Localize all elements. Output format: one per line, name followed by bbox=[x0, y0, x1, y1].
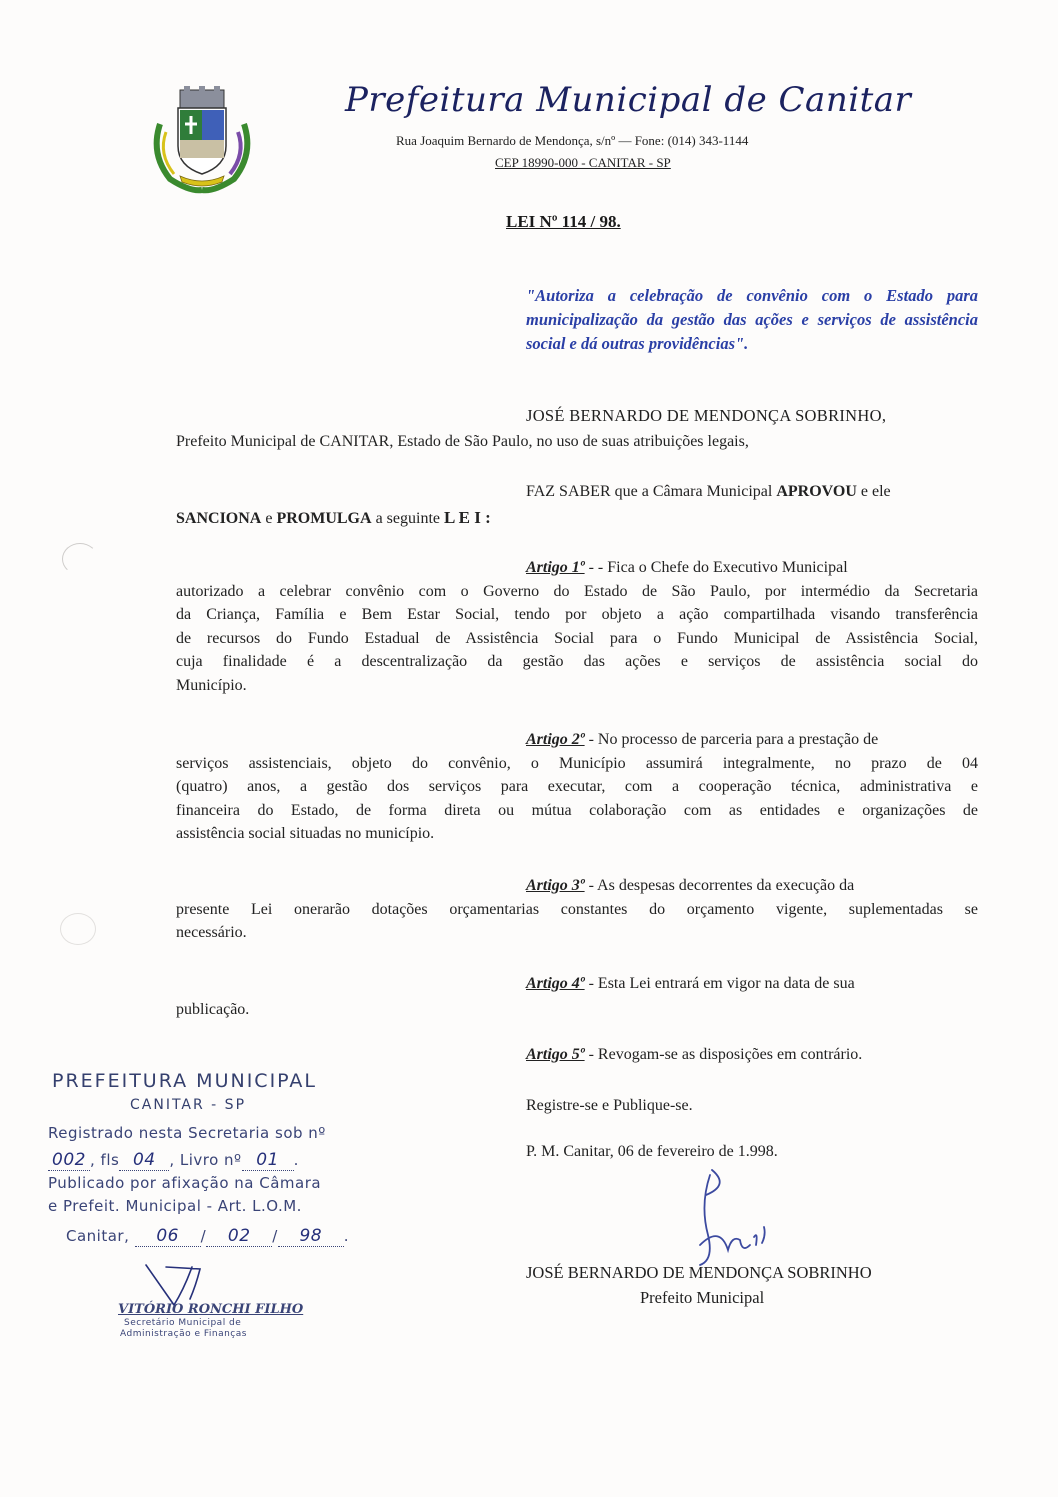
article-3-line-3: necessário. bbox=[176, 924, 247, 941]
stamp-fls-value: 04 bbox=[119, 1150, 169, 1171]
stamp-numbers-line: 002 , fls 04 , Livro nº 01 . bbox=[48, 1150, 299, 1171]
article-1-line-3: da Criança, Família e Bem Estar Social, tendo por objeto a ação compartilhada visando transferência bbox=[176, 606, 978, 623]
stamp-reg-number: 002 bbox=[48, 1150, 90, 1171]
signer-title: Prefeito Municipal bbox=[640, 1288, 765, 1307]
article-3-label: Artigo 3º bbox=[526, 877, 585, 894]
mayor-intro-continuation: Prefeito Municipal de CANITAR, Estado de São Paulo, no uso de suas atribuições legais, bbox=[176, 433, 749, 450]
article-2-line-5: assistência social situadas no município. bbox=[176, 825, 435, 842]
stamp-date-day: 06 bbox=[135, 1226, 201, 1247]
municipal-crest-icon bbox=[150, 84, 254, 194]
stamp-date-month: 02 bbox=[206, 1226, 272, 1247]
article-3-text: - As despesas decorrentes da execução da bbox=[588, 877, 855, 894]
article-1-label: Artigo 1º bbox=[526, 559, 585, 576]
article-2-text: - No processo de parceria para a prestação de bbox=[588, 731, 879, 748]
stamp-fls-label: , fls bbox=[90, 1151, 120, 1169]
sanciona-e-text: e bbox=[265, 510, 273, 527]
article-1-line-5: cuja finalidade é a descentralização da gestão das ações e serviços de assistência social do bbox=[176, 653, 978, 670]
article-2 bbox=[176, 728, 978, 846]
sanciona-text: SANCIONA bbox=[176, 510, 262, 527]
faz-saber-line bbox=[526, 480, 891, 504]
article-3 bbox=[176, 874, 978, 945]
article-4 bbox=[526, 972, 978, 996]
aprovou-text: APROVOU bbox=[776, 483, 857, 500]
stamp-official-department: Administração e Finanças bbox=[120, 1329, 247, 1339]
article-2-line-1 bbox=[176, 728, 978, 752]
article-4-text: - Esta Lei entrará em vigor na data de sua bbox=[588, 975, 855, 992]
stamp-date-label: Canitar, bbox=[66, 1227, 130, 1245]
article-1-line-1 bbox=[176, 556, 978, 580]
article-5-text: - Revogam-se as disposições em contrário. bbox=[588, 1046, 863, 1063]
article-1-line-2: autorizado a celebrar convênio com o Governo do Estado de São Paulo, por intermédio da Secretaria bbox=[176, 582, 978, 600]
registre-publique: Registre-se e Publique-se. bbox=[526, 1097, 693, 1114]
e-ele-text: e ele bbox=[860, 483, 891, 500]
article-2-line-4: financeira do Estado, de forma direta ou mútua colaboração com as entidades e organizações de bbox=[176, 801, 978, 819]
law-summary: "Autoriza a celebração de convênio com o Estado para municipalização da gestão das ações e serviços de assistência social e dá outras providências". bbox=[526, 286, 978, 353]
stamp-livro-value: 01 bbox=[242, 1150, 294, 1171]
stamp-publication-line: Publicado por afixação na Câmara bbox=[48, 1174, 322, 1192]
punch-hole-mark bbox=[60, 913, 96, 945]
mayor-signature bbox=[670, 1165, 780, 1275]
stamp-registration-line: Registrado nesta Secretaria sob nº bbox=[48, 1124, 326, 1142]
stamp-date-line: Canitar, 06 / 02 / 98 . bbox=[66, 1226, 350, 1246]
sanciona-line bbox=[176, 506, 491, 531]
faz-saber-text: FAZ SABER que a Câmara Municipal bbox=[526, 483, 773, 500]
stamp-lom-line: e Prefeit. Municipal - Art. L.O.M. bbox=[48, 1197, 302, 1215]
lei-text: L E I : bbox=[443, 508, 491, 527]
article-4-continuation: publicação. bbox=[176, 1001, 250, 1018]
header-address: Rua Joaquim Bernardo de Mendonça, s/nº — Fone: (014) 343-1144 bbox=[396, 133, 749, 148]
article-2-line-2: serviços assistenciais, objeto do convênio, o Município assumirá integralmente, no prazo de 04 bbox=[176, 754, 978, 772]
article-5 bbox=[526, 1043, 862, 1067]
article-1-text: - - Fica o Chefe do Executivo Municipal bbox=[588, 559, 848, 576]
stamp-organization: PREFEITURA MUNICIPAL bbox=[52, 1070, 317, 1092]
punch-hole-mark bbox=[62, 543, 98, 575]
article-4-label: Artigo 4º bbox=[526, 975, 585, 992]
stamp-official-name: VITÓRIO RONCHI FILHO bbox=[118, 1302, 304, 1317]
stamp-city: CANITAR - SP bbox=[130, 1097, 247, 1113]
article-2-line-3: (quatro) anos, a gestão dos serviços para executar, com a cooperação técnica, administrativa e bbox=[176, 778, 978, 795]
promulga-text: PROMULGA bbox=[276, 510, 372, 527]
place-date: P. M. Canitar, 06 de fevereiro de 1.998. bbox=[526, 1143, 778, 1160]
mayor-intro: JOSÉ BERNARDO DE MENDONÇA SOBRINHO, bbox=[526, 406, 887, 425]
stamp-official-role: Secretário Municipal de bbox=[124, 1318, 242, 1328]
stamp-livro-label: , Livro nº bbox=[169, 1151, 242, 1169]
signer-name: JOSÉ BERNARDO DE MENDONÇA SOBRINHO bbox=[526, 1263, 872, 1282]
article-3-line-1 bbox=[176, 874, 978, 898]
article-1-line-4: de recursos do Fundo Estadual de Assistência Social para o Fundo Municipal de Assistência Social, bbox=[176, 629, 978, 647]
header-title: Prefeitura Municipal de Canitar bbox=[345, 80, 912, 120]
law-number: LEI Nº 114 / 98. bbox=[506, 212, 621, 231]
article-3-line-2: presente Lei onerarão dotações orçamentarias constantes do orçamento vigente, suplementadas se bbox=[176, 900, 978, 918]
header-cep: CEP 18990-000 - CANITAR - SP bbox=[495, 155, 671, 170]
article-5-label: Artigo 5º bbox=[526, 1046, 585, 1063]
article-1 bbox=[176, 556, 978, 697]
article-1-line-6: Município. bbox=[176, 676, 247, 694]
article-2-label: Artigo 2º bbox=[526, 731, 585, 748]
a-seguinte-text: a seguinte bbox=[375, 510, 440, 527]
stamp-date-year: 98 bbox=[278, 1226, 344, 1247]
